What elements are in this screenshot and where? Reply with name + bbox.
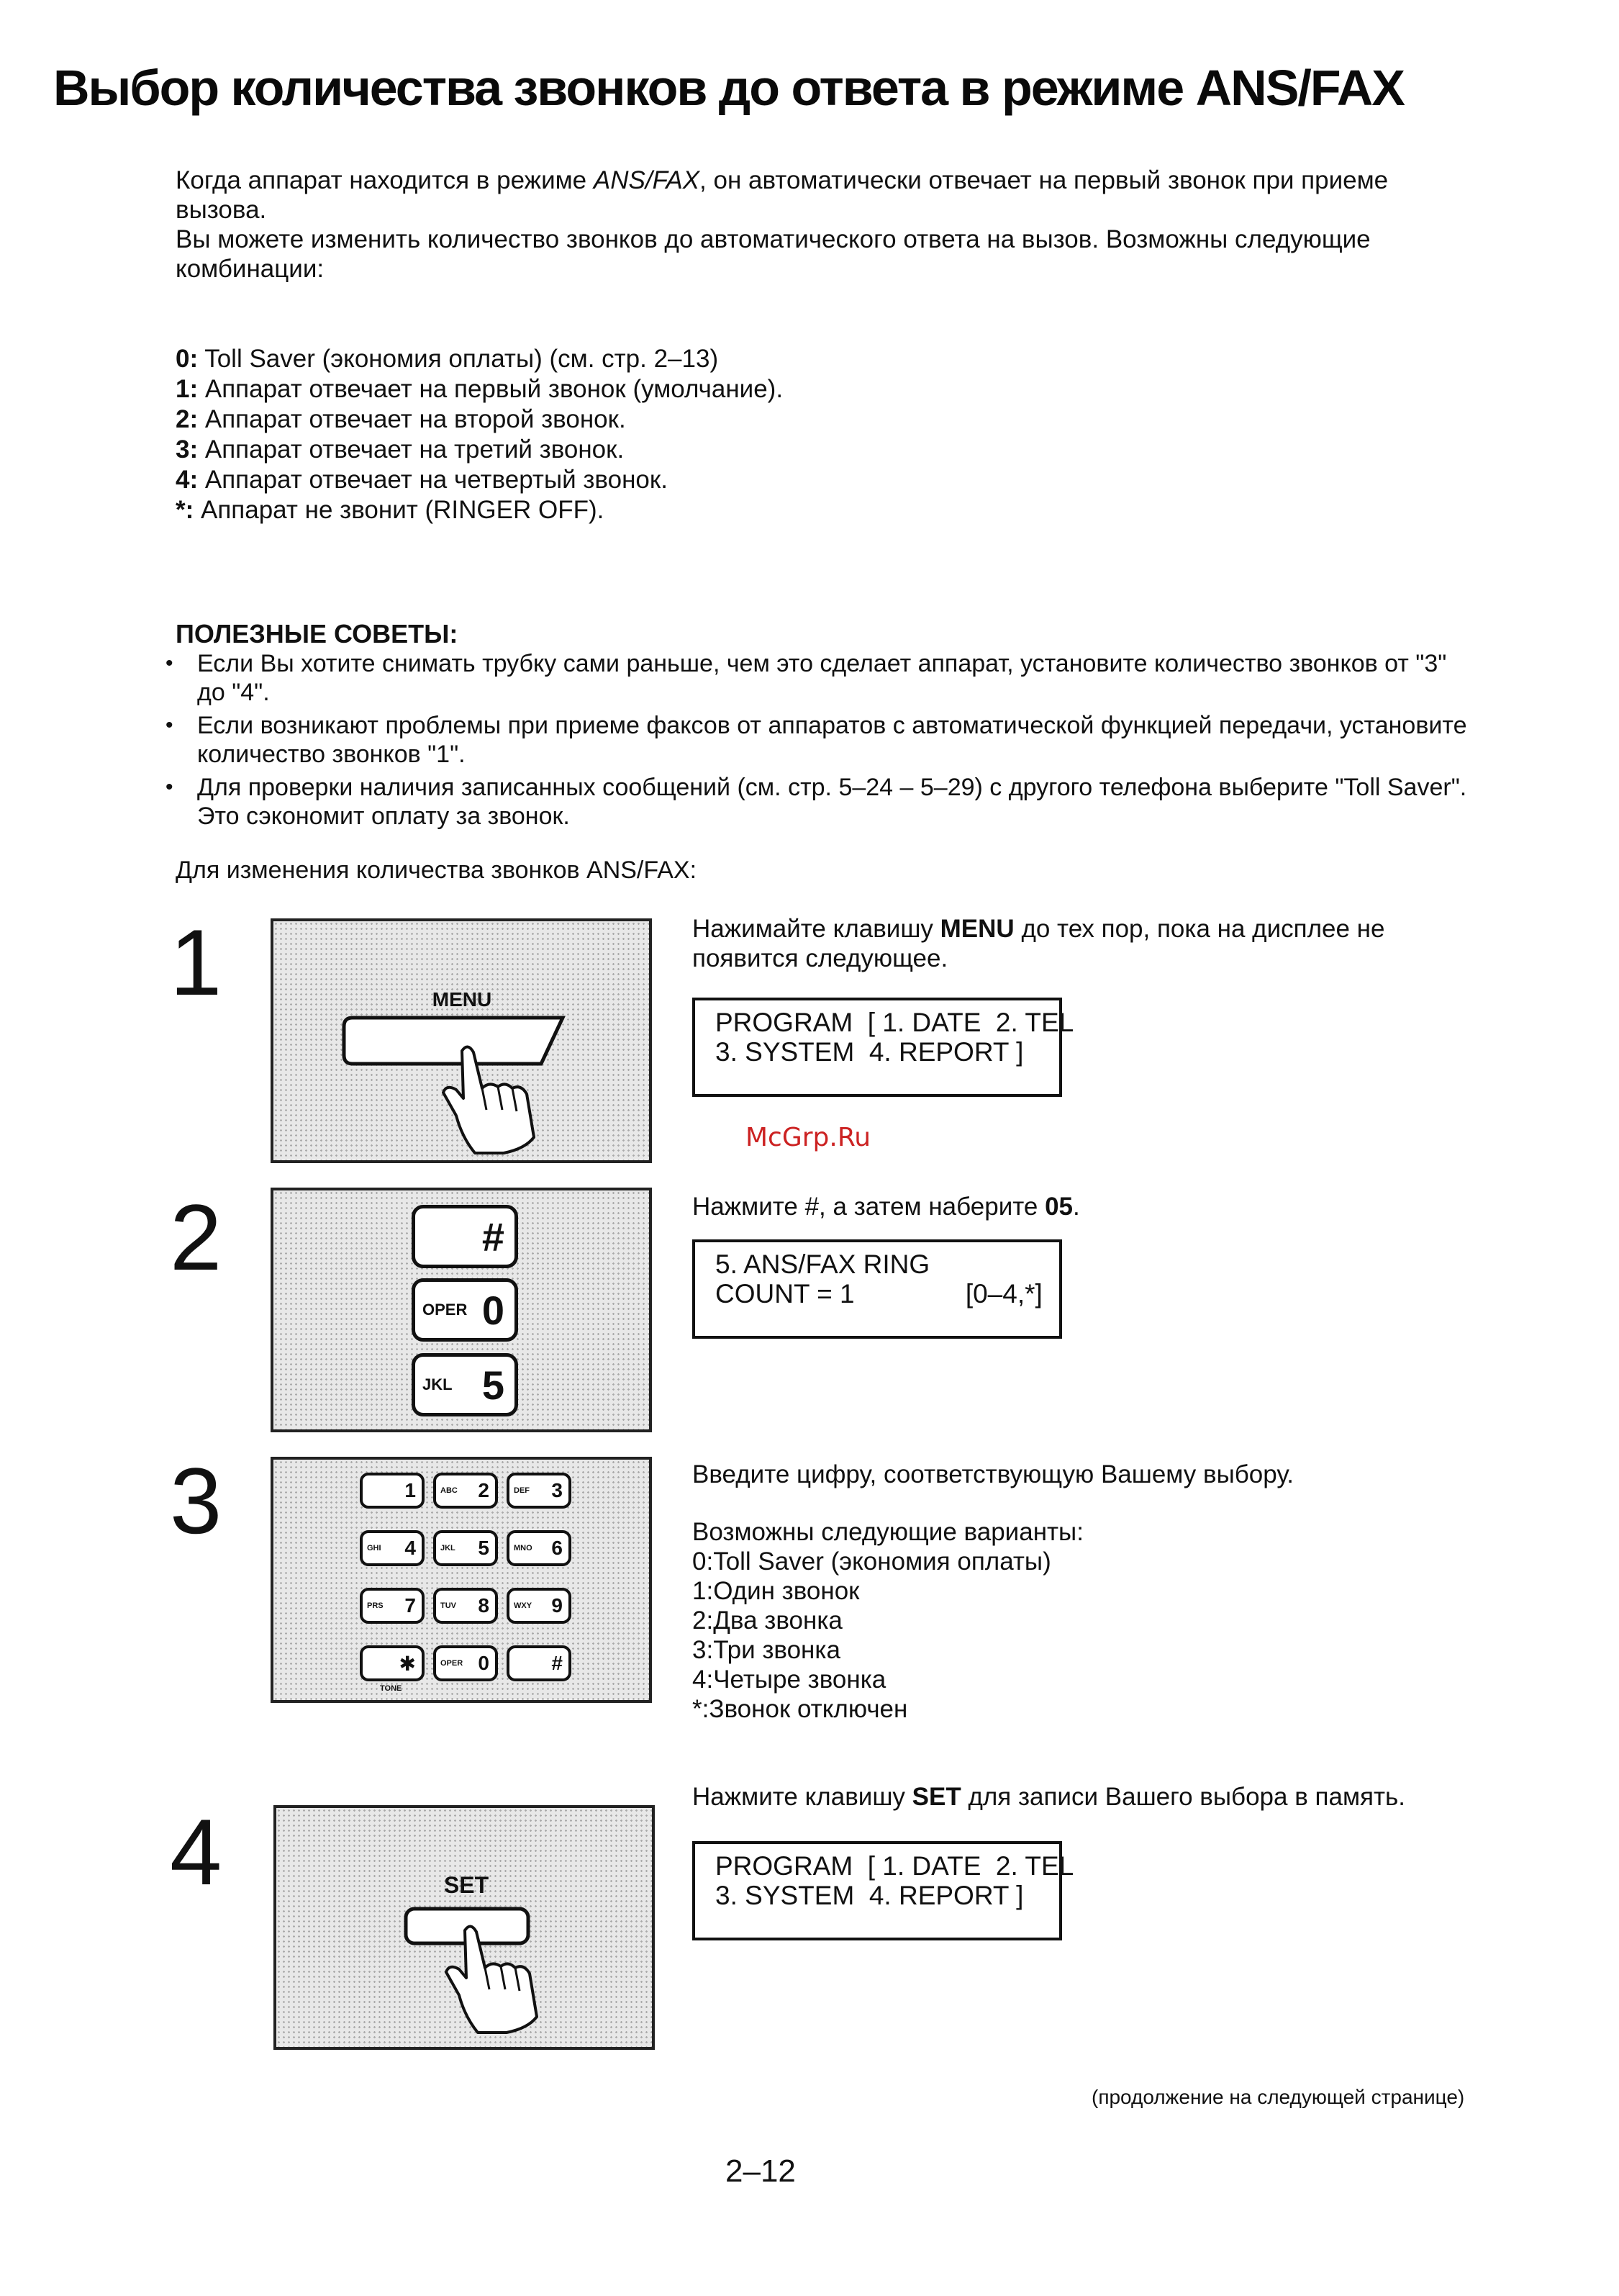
keypad-key[interactable]: DEF 3 [507, 1473, 571, 1509]
keypad-key[interactable]: OPER 0 [433, 1645, 498, 1681]
list-item: 2: Аппарат отвечает на второй звонок. [176, 405, 626, 433]
page-title: Выбор количества звонков до ответа в режиме ANS/FAX [53, 60, 1404, 116]
menu-button-icon [273, 921, 649, 1160]
lcd-line: 3. SYSTEM 4. REPORT ] [715, 1881, 1024, 1910]
oper-0-key[interactable]: OPER 0 [412, 1278, 518, 1342]
list-item: 4:Четыре звонка [692, 1665, 886, 1694]
keypad-key[interactable]: PRS 7 [360, 1588, 425, 1624]
tips-list [155, 649, 1472, 835]
lcd-display [692, 1239, 1062, 1339]
step-number: 4 [170, 1799, 222, 1904]
step-2-illustration [271, 1188, 652, 1432]
lcd-display [692, 998, 1074, 1097]
step-number: 2 [170, 1185, 222, 1290]
step-2-instruction: Нажмите #, а затем наберите 05. [692, 1193, 1080, 1221]
continued-note: (продолжение на следующей странице) [1092, 2086, 1465, 2108]
hash-key[interactable]: # [412, 1205, 518, 1268]
keypad-key[interactable]: MNO 6 [507, 1530, 571, 1566]
tip-item: • Если Вы хотите снимать трубку сами раньше, чем это сделает аппарат, установите количество звонков от "3" до "4". [165, 650, 1447, 706]
tone-label: TONE [380, 1684, 402, 1693]
bullet-icon: • [165, 651, 173, 675]
step-3-instruction: Введите цифру, соответствующую Вашему выбору. [692, 1460, 1294, 1488]
ring-count-list [176, 344, 783, 525]
options-title: Возможны следующие варианты: [692, 1518, 1084, 1546]
jkl-5-key[interactable]: JKL 5 [412, 1353, 518, 1416]
keypad-key[interactable]: ABC 2 [433, 1473, 498, 1509]
lcd-line: 5. ANS/FAX RING [715, 1249, 930, 1279]
set-button-icon [276, 1808, 652, 2047]
list-item: *:Звонок отключен [692, 1695, 908, 1723]
list-item: 2:Два звонка [692, 1606, 843, 1635]
lcd-display [692, 1841, 1074, 1940]
list-item: 3:Три звонка [692, 1636, 840, 1664]
lcd-line: 3. SYSTEM 4. REPORT ] [715, 1037, 1024, 1067]
lcd-line: COUNT = 1 [0–4,*] [715, 1279, 1043, 1309]
list-item: 3: Аппарат отвечает на третий звонок. [176, 435, 625, 464]
keypad-key[interactable]: ✱ [360, 1645, 425, 1681]
step-1-illustration [271, 918, 652, 1163]
step-number: 3 [170, 1448, 222, 1553]
list-item: *: Аппарат не звонит (RINGER OFF). [176, 496, 604, 524]
list-item: 0: Toll Saver (экономия оплаты) (см. стр. 2–13) [176, 345, 719, 373]
step-4-instruction: Нажмите клавишу SET для записи Вашего выбора в память. [692, 1783, 1405, 1811]
keypad-key[interactable]: WXY 9 [507, 1588, 571, 1624]
step-4-illustration [273, 1805, 655, 2050]
procedure-intro: Для изменения количества звонков ANS/FAX: [176, 857, 697, 884]
menu-key-label: MENU [432, 988, 492, 1011]
list-item: 4: Аппарат отвечает на четвертый звонок. [176, 466, 668, 494]
intro-paragraph-1: Когда аппарат находится в режиме ANS/FAX, он автоматически отвечает на первый звонок при приеме вызова. [176, 166, 1389, 224]
keypad-key[interactable]: TUV 8 [433, 1588, 498, 1624]
list-item: 1:Один звонок [692, 1577, 860, 1605]
step-number: 1 [170, 910, 222, 1015]
tip-item: • Если возникают проблемы при приеме факсов от аппаратов с автоматической функцией передачи, установите количество звонков "1". [165, 712, 1467, 768]
intro-text [176, 166, 1471, 284]
lcd-line: PROGRAM [ 1. DATE 2. TEL [715, 1851, 1074, 1881]
keypad-key[interactable]: JKL 5 [433, 1530, 498, 1566]
bullet-icon: • [165, 713, 173, 737]
step-3-options [692, 1517, 1473, 1724]
lcd-line: PROGRAM [ 1. DATE 2. TEL [715, 1008, 1074, 1037]
tips-heading: ПОЛЕЗНЫЕ СОВЕТЫ: [176, 619, 458, 648]
bullet-icon: • [165, 775, 173, 799]
keypad-key[interactable]: # [507, 1645, 571, 1681]
keypad-key[interactable]: 1 [360, 1473, 425, 1509]
set-key-label: SET [443, 1872, 489, 1898]
step-1-instruction: Нажимайте клавишу MENU до тех пор, пока на дисплее не появится следующее. [692, 915, 1385, 972]
page-number: 2–12 [725, 2153, 796, 2189]
intro-paragraph-2: Вы можете изменить количество звонков до автоматического ответа на вызов. Возможны следующие комбинации: [176, 225, 1371, 283]
watermark: McGrp.Ru [745, 1123, 871, 1152]
list-item: 1: Аппарат отвечает на первый звонок (умолчание). [176, 375, 784, 403]
keypad-key[interactable]: GHI 4 [360, 1530, 425, 1566]
step-3-illustration [271, 1457, 652, 1703]
list-item: 0:Toll Saver (экономия оплаты) [692, 1547, 1051, 1576]
tip-item: • Для проверки наличия записанных сообщений (см. стр. 5–24 – 5–29) с другого телефона выберите "Toll Saver". Это сэкономит оплату за звонок. [165, 774, 1467, 830]
